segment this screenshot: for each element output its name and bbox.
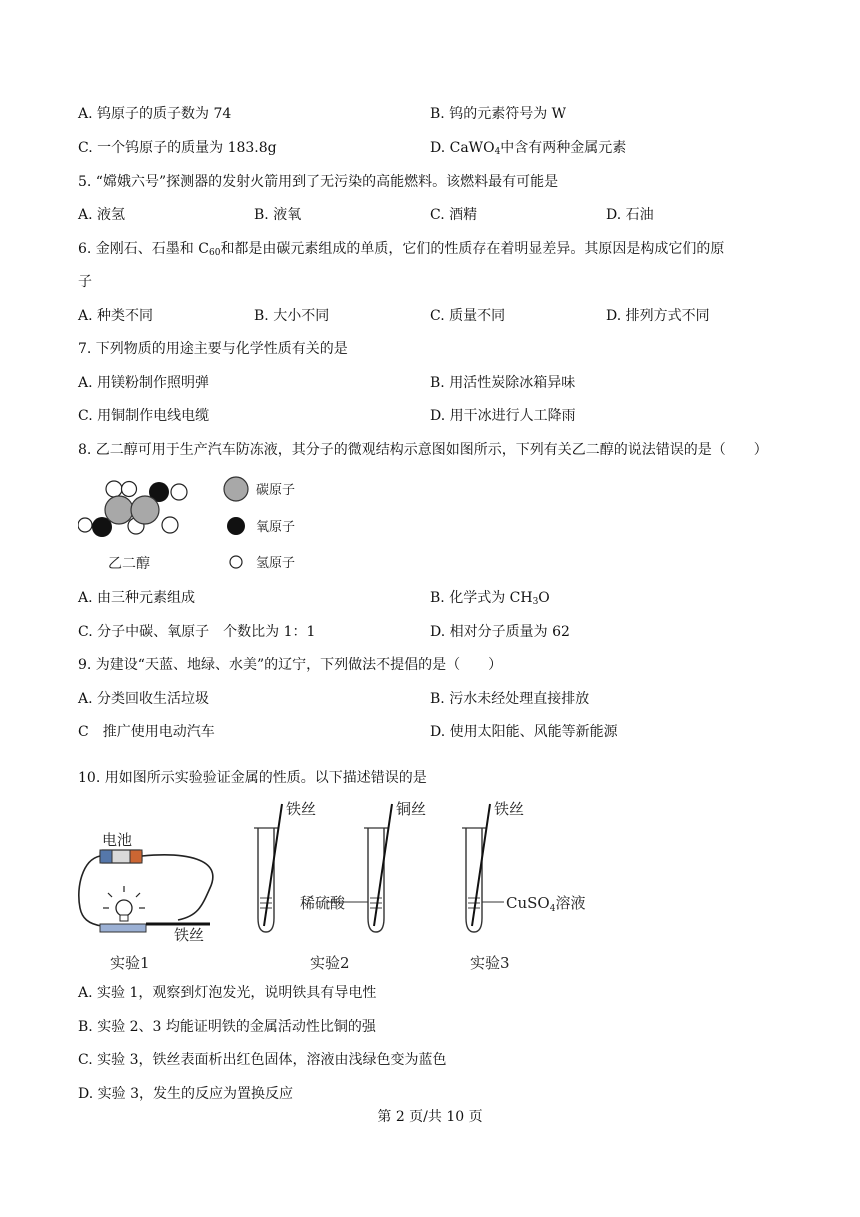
battery-label: 电池 (102, 831, 133, 849)
q7-option-d: D. 用干冰进行人工降雨 (430, 408, 576, 424)
q5-option-d: D. 石油 (606, 207, 654, 223)
hydrogen-atom (162, 517, 178, 533)
legend-carbon-label: 碳原子 (256, 483, 296, 498)
q6-stem: 6. 金刚石、石墨和 $C_{60}$和都是由碳元素组成的单质，它们的性质存在着明显差异。其原因是构成它们的原 (78, 241, 725, 258)
q7-option-c: C. 用铜制作电线电缆 (78, 408, 210, 424)
q6-option-a: A. 种类不同 (78, 308, 154, 324)
q6-stem-line2: 子 (78, 274, 92, 290)
wire1-label: 铁丝 (174, 926, 205, 944)
q8-stem: 8. 乙二醇可用于生产汽车防冻液，其分子的微观结构示意图如图所示，下列有关乙二醇的说法错误的是（ ） (78, 442, 768, 458)
q10-option-d: D. 实验 3，发生的反应为置换反应 (78, 1086, 293, 1102)
exp1-label: 实验1 (110, 954, 150, 972)
q10-option-b: B. 实验 2、3 均能证明铁的金属活动性比铜的强 (78, 1019, 376, 1035)
q4-option-b: B. 钨的元素符号为 W (430, 106, 567, 122)
q5-option-c: C. 酒精 (430, 207, 478, 223)
legend-oxygen-swatch (227, 517, 245, 535)
iron-wire-label: 铁丝 (286, 800, 317, 818)
q7-stem: 7. 下列物质的用途主要与化学性质有关的是 (78, 341, 348, 357)
q5-option-a: A. 液氢 (78, 207, 126, 223)
molecule-label: 乙二醇 (108, 556, 150, 572)
solution-label: CuSO$_4$溶液 (506, 894, 586, 914)
copper-wire-label: 铜丝 (396, 800, 427, 818)
legend-hydrogen-label: 氢原子 (256, 556, 296, 571)
hydrogen-atom (171, 484, 187, 500)
legend-hydrogen-swatch (230, 556, 242, 568)
q9-option-b: B. 污水未经处理直接排放 (430, 691, 590, 707)
metal-experiments-figure (74, 798, 594, 976)
legend-oxygen-label: 氧原子 (256, 520, 296, 535)
hydrogen-atom (78, 518, 92, 532)
q9-option-a: A. 分类回收生活垃圾 (78, 691, 210, 707)
bulb-icon (116, 900, 132, 916)
iron-wire-rod (264, 804, 282, 926)
q6-option-d: D. 排列方式不同 (606, 308, 710, 324)
q8-option-b: B. 化学式为 $CH_3O$ (430, 590, 550, 607)
q9-option-d: D. 使用太阳能、风能等新能源 (430, 724, 618, 740)
q5-option-b: B. 液氧 (254, 207, 302, 223)
q6-option-c: C. 质量不同 (430, 308, 506, 324)
q8-option-d: D. 相对分子质量为 62 (430, 624, 570, 640)
iron-wire3-label: 铁丝 (494, 800, 525, 818)
page-footer: 第 2 页/共 10 页 (377, 1109, 483, 1125)
carbon-atom (105, 496, 133, 524)
q10-stem: 10. 用如图所示实验验证金属的性质。以下描述错误的是 (78, 770, 427, 786)
q7-option-b: B. 用活性炭除冰箱异味 (430, 375, 576, 391)
copper-wire-rod (374, 804, 392, 926)
q5-stem: 5. “嫦娥六号”探测器的发射火箭用到了无污染的高能燃料。该燃料最有可能是 (78, 174, 559, 190)
iron-wire-rod-3 (472, 804, 490, 926)
exp3-label: 实验3 (470, 954, 510, 972)
acid-label: 稀硫酸 (300, 894, 346, 912)
q4-option-d: D. CaWO$_4$中含有两种金属元素 (430, 140, 627, 157)
carbon-atom (131, 496, 159, 524)
q6-option-b: B. 大小不同 (254, 308, 330, 324)
ethylene-glycol-figure (78, 476, 308, 578)
q4-option-a: A. 钨原子的质子数为 74 (78, 106, 232, 122)
q9-stem: 9. 为建设“天蓝、地绿、水美”的辽宁，下列做法不提倡的是（ ） (78, 657, 503, 673)
q8-option-c: C. 分子中碳、氧原子 个数比为 1：1 (78, 624, 316, 640)
q10-option-a: A. 实验 1，观察到灯泡发光，说明铁具有导电性 (78, 985, 377, 1001)
q4-option-c: C. 一个钨原子的质量为 183.8g (78, 140, 277, 156)
q9-option-c: C 推广使用电动汽车 (78, 724, 215, 740)
hydrogen-atom (122, 482, 137, 497)
circuit-wire (142, 855, 213, 920)
q10-option-c: C. 实验 3，铁丝表面析出红色固体，溶液由浅绿色变为蓝色 (78, 1052, 447, 1068)
lamp-base (100, 924, 146, 932)
q8-option-a: A. 由三种元素组成 (78, 590, 196, 606)
circuit-wire (79, 856, 102, 926)
exp2-label: 实验2 (310, 954, 350, 972)
legend-carbon-swatch (224, 477, 248, 501)
hydrogen-atom (106, 481, 122, 497)
q7-option-a: A. 用镁粉制作照明弹 (78, 375, 210, 391)
